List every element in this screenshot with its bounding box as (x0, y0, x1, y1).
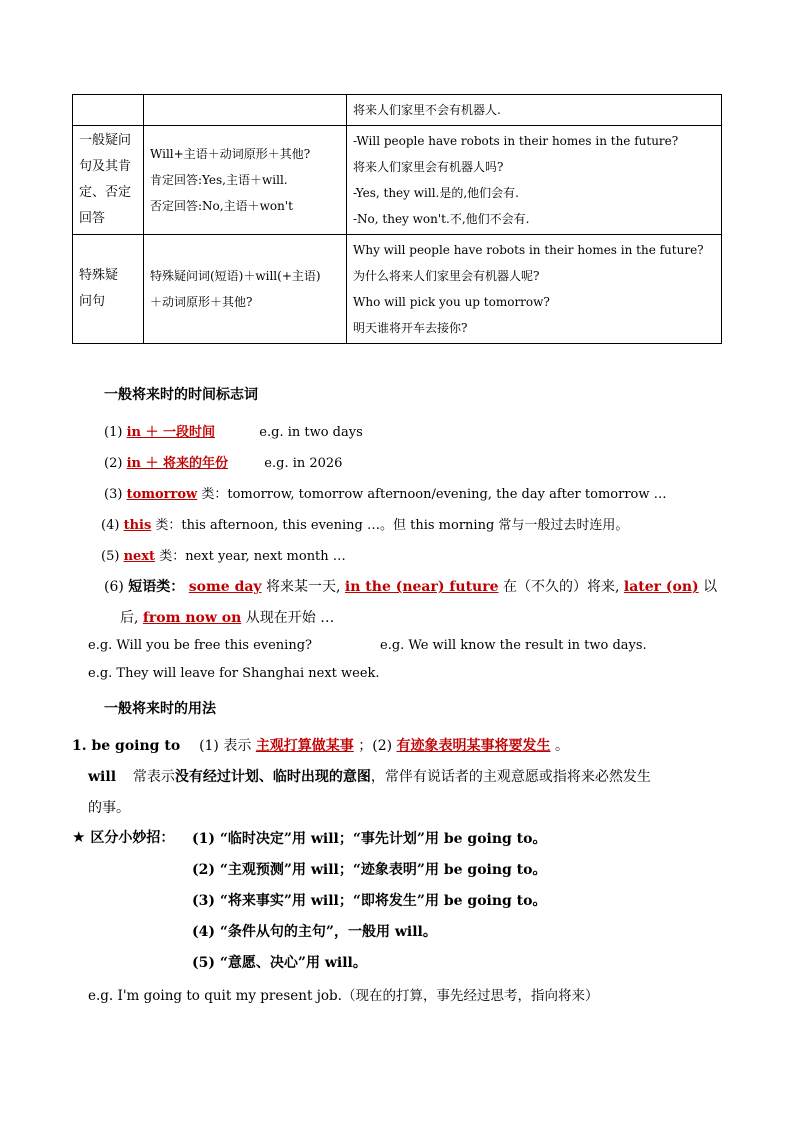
key-phrase: in ＋ 一段时间 (126, 425, 216, 440)
item-example: 类：next year, next month … (159, 549, 346, 564)
table-cell (347, 235, 722, 344)
cell-text: 否定回答:No,主语＋won't (150, 199, 293, 213)
item-number: (4) (101, 518, 120, 533)
cell-text: 问句 (79, 294, 106, 309)
tip-item: (3) “将来事实”用 will；“即将发生”用 be going to。 (192, 893, 547, 909)
cell-text: ＋动词原形＋其他? (150, 295, 253, 309)
item-number: (1) (104, 425, 123, 440)
key-phrase: in ＋ 将来的年份 (126, 456, 229, 471)
table-row (73, 126, 722, 235)
tip-item: (1) “临时决定”用 will；“事先计划”用 be going to。 (192, 831, 547, 847)
key-phrase: tomorrow (126, 487, 198, 502)
table-cell (73, 95, 144, 126)
example-sentence: e.g. They will leave for Shanghai next week. (88, 666, 380, 681)
item-text: 以 (703, 579, 718, 595)
usage-lead: will (88, 769, 117, 785)
item-number: (6) (104, 579, 124, 595)
usage-text: 。 (555, 738, 569, 754)
cell-text: Will+主语＋动词原形＋其他? (150, 147, 311, 161)
list-item (104, 421, 363, 440)
item-text: 从现在开始 … (245, 610, 335, 626)
example-sentence: e.g. I'm going to quit my present job.（现在的打算，事先经过思考，指向将来） (88, 988, 599, 1004)
key-phrase: 主观打算做某事 (255, 738, 354, 754)
emphasis-text: 没有经过计划、临时出现的意图 (174, 769, 371, 785)
usage-text: 常表示 (132, 769, 175, 785)
table-cell (73, 126, 144, 235)
list-item (104, 483, 667, 502)
cell-text: 特殊疑 (79, 268, 119, 283)
cell-text: 特殊疑问词(短语)＋will(+主语) (150, 269, 321, 283)
cell-text: Why will people have robots in their homes in the future? (353, 243, 704, 257)
usage-text: ，常伴有说话者的主观意愿或指将来必然发生 (370, 769, 651, 785)
usage-text: (1) 表示 (199, 738, 252, 754)
cell-text: -Yes, they will.是的,他们会有. (353, 186, 519, 200)
cell-text: 回答 (79, 211, 106, 226)
key-phrase: 有迹象表明某事将要发生 (396, 738, 551, 754)
usage-paragraph (72, 735, 569, 755)
cell-text: 为什么将来人们家里会有机器人呢? (353, 269, 540, 283)
item-text: 在（不久的）将来, (502, 579, 620, 595)
cell-text: 定、否定 (79, 185, 132, 200)
example-sentence: e.g. Will you be free this evening? (88, 638, 313, 653)
item-number: (5) (101, 549, 120, 564)
table-cell (73, 235, 144, 344)
table-cell (347, 126, 722, 235)
key-phrase: later (on) (623, 579, 699, 595)
table-row (73, 235, 722, 344)
grammar-table (72, 94, 722, 344)
list-item (104, 452, 342, 471)
example-sentence: e.g. We will know the result in two days. (380, 638, 647, 653)
section-heading: 一般将来时的用法 (104, 701, 216, 717)
cell-text: 将来人们家里会有机器人吗? (353, 160, 504, 174)
list-item (101, 545, 346, 564)
key-phrase: this (123, 518, 152, 533)
cell-text: Who will pick you up tomorrow? (353, 295, 550, 309)
item-example: e.g. in 2026 (264, 456, 343, 471)
star-icon: ★ (72, 828, 86, 846)
list-item (101, 514, 628, 533)
tip-item: (5) “意愿、决心”用 will。 (192, 955, 367, 971)
key-phrase: next (123, 549, 156, 564)
item-text: 将来某一天, (266, 579, 341, 595)
section-heading: 一般将来时的时间标志词 (104, 387, 258, 403)
key-phrase: from now on (142, 610, 242, 626)
item-label: 短语类： (128, 579, 185, 595)
usage-paragraph-continued: 的事。 (88, 800, 130, 816)
tip-item: (4) “条件从句的主句”，一般用 will。 (192, 924, 437, 940)
tip-item: (2) “主观预测”用 will；“迹象表明”用 be going to。 (192, 862, 547, 878)
tips-header (72, 827, 174, 847)
item-text: 后, (120, 610, 139, 626)
item-example: e.g. in two days (259, 425, 363, 440)
item-example: 类：this afternoon, this evening …。但 this morning 常与一般过去时连用。 (155, 518, 629, 533)
usage-text: ；(2) (358, 738, 393, 754)
usage-lead: 1. be going to (72, 738, 181, 754)
key-phrase: some day (188, 579, 262, 595)
table-cell (144, 95, 347, 126)
table-cell (144, 126, 347, 235)
table-cell (144, 235, 347, 344)
cell-text: 明天谁将开车去接你? (353, 321, 468, 335)
key-phrase: in the (near) future (344, 579, 499, 595)
cell-text: 一般疑问 (79, 133, 132, 148)
item-number: (3) (104, 487, 123, 502)
list-item-continued (120, 607, 334, 627)
cell-text: 将来人们家里不会有机器人. (353, 103, 501, 117)
tips-label: 区分小妙招： (90, 830, 175, 846)
list-item (104, 576, 717, 596)
usage-paragraph (88, 766, 651, 786)
table-cell (347, 95, 722, 126)
cell-text: 肯定回答:Yes,主语＋will. (150, 173, 288, 187)
item-example: 类：tomorrow, tomorrow afternoon/evening, the day after tomorrow … (201, 487, 667, 502)
cell-text: -No, they won't.不,他们不会有. (353, 212, 530, 226)
table-row (73, 95, 722, 126)
cell-text: -Will people have robots in their homes in the future? (353, 134, 679, 148)
item-number: (2) (104, 456, 123, 471)
cell-text: 句及其肯 (79, 159, 132, 174)
